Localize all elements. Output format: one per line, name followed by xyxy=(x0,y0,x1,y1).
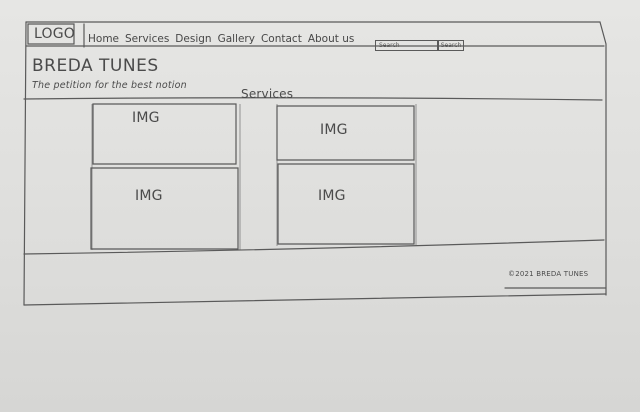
brand-tagline: The petition for the best notion xyxy=(32,80,187,91)
frame-left xyxy=(24,22,26,305)
image-box-4 xyxy=(278,164,414,244)
nav-gallery[interactable]: Gallery xyxy=(217,33,255,45)
content-divider xyxy=(24,240,604,254)
search-input[interactable]: Search xyxy=(375,40,438,51)
hero-divider xyxy=(24,98,602,100)
section-title: Services xyxy=(241,87,294,101)
nav-design[interactable]: Design xyxy=(175,33,212,45)
footer-copyright: ©2021 BREDA TUNES xyxy=(508,270,589,278)
brand-title: BREDA TUNES xyxy=(32,56,159,76)
image-box-1 xyxy=(93,104,236,164)
image-placeholder-3: IMG xyxy=(135,188,163,204)
image-placeholder-2: IMG xyxy=(320,122,348,138)
frame-bottom xyxy=(24,294,606,305)
main-nav xyxy=(88,33,354,45)
image-placeholder-4: IMG xyxy=(318,188,346,204)
nav-about-us[interactable]: About us xyxy=(307,33,355,45)
nav-contact[interactable]: Contact xyxy=(260,33,302,45)
nav-services[interactable]: Services xyxy=(125,33,170,45)
image-box-3 xyxy=(91,168,238,249)
logo[interactable]: LOGO xyxy=(34,26,75,42)
image-placeholder-1: IMG xyxy=(132,110,160,126)
search-button[interactable]: Search xyxy=(438,40,464,51)
nav-home[interactable]: Home xyxy=(88,33,120,45)
